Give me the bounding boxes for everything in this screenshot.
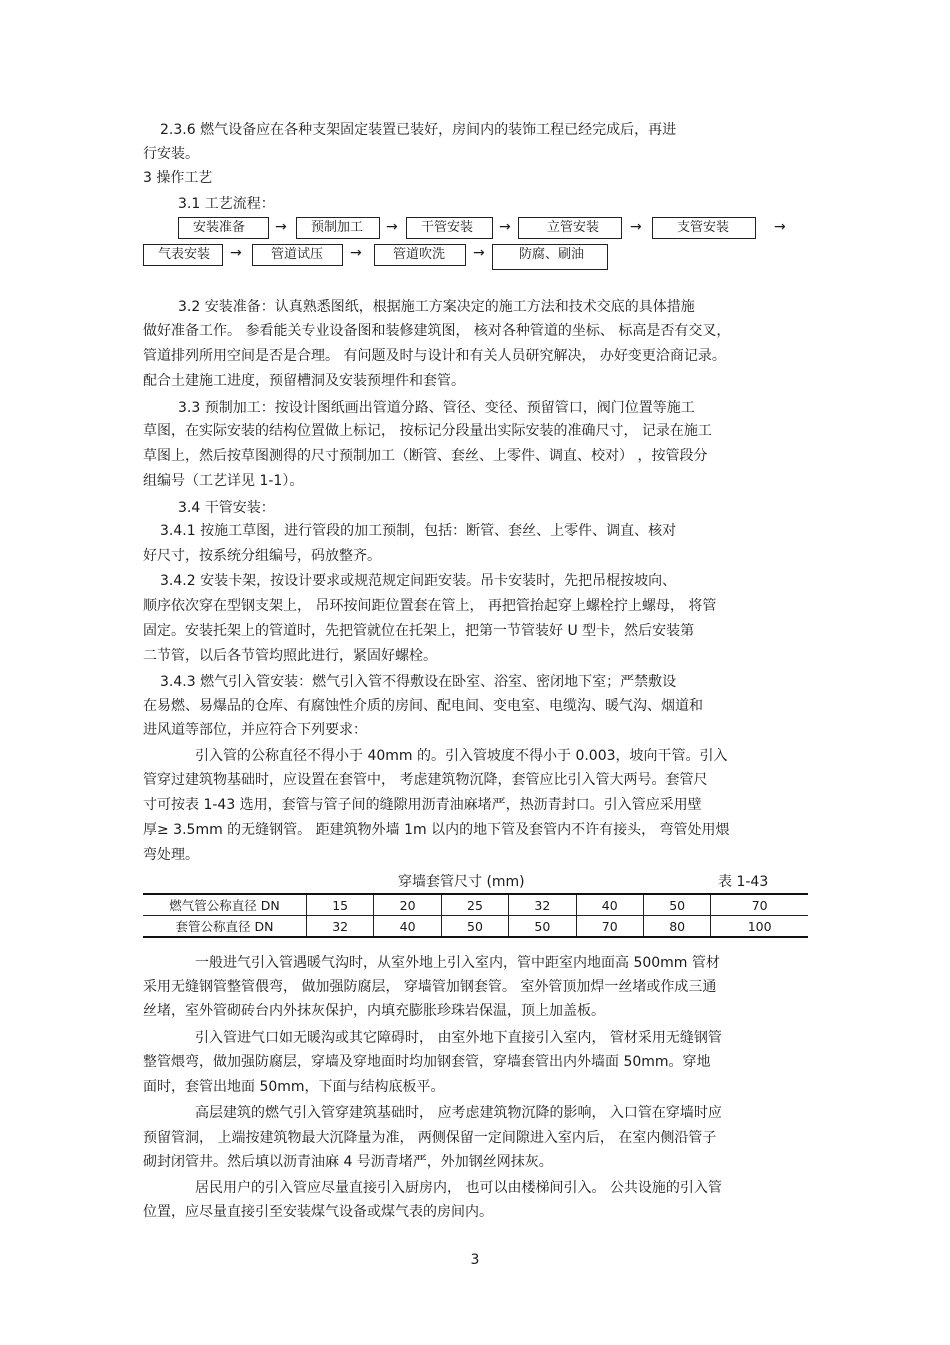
flow-step: 气表安装 bbox=[143, 244, 223, 266]
table-caption: 穿墙套管尺寸 (mm) bbox=[398, 874, 525, 890]
table-row bbox=[143, 916, 808, 938]
table-cell: 40 bbox=[374, 916, 441, 938]
paragraph-line: 居民用户的引入管应尽量直接引入厨房内， 也可以由楼梯间引入。 公共设施的引入管 bbox=[195, 1180, 722, 1196]
table-cell: 50 bbox=[509, 916, 576, 938]
paragraph-line: 整管煨弯，做加强防腐层，穿墙及穿地面时均加钢套管，穿墙套管出内外墙面 50mm。穿地 bbox=[143, 1054, 711, 1070]
paragraph-line: 丝堵，室外管砌砖台内外抹灰保护，内填充膨胀珍珠岩保温，顶上加盖板。 bbox=[143, 1003, 605, 1019]
table-cell: 70 bbox=[711, 894, 808, 916]
arrow-icon: → bbox=[774, 219, 786, 235]
table-cell: 40 bbox=[576, 894, 643, 916]
paragraph-line: 寸可按表 1-43 选用，套管与管子间的缝隙用沥青油麻堵严，热沥青封口。引入管应采用壁 bbox=[143, 797, 702, 813]
paragraph-line: 进风道等部位，并应符合下列要求： bbox=[143, 722, 367, 738]
paragraph-line: 高层建筑的燃气引入管穿建筑基础时， 应考虑建筑物沉降的影响， 入口管在穿墙时应 bbox=[195, 1105, 722, 1121]
flow-step: 安装准备 bbox=[178, 217, 269, 239]
paragraph-line: 做好准备工作。 参看能关专业设备图和装修建筑图， 核对各种管道的坐标、 标高是否有交叉， bbox=[143, 323, 731, 339]
flow-step: 管道吹洗 bbox=[374, 244, 466, 266]
arrow-icon: → bbox=[350, 245, 362, 261]
paragraph-line: 顺序依次穿在型钢支架上， 吊环按间距位置套在管上， 再把管抬起穿上螺栓拧上螺母， 将管 bbox=[143, 598, 717, 614]
flow-step: 支管安装 bbox=[652, 217, 756, 239]
paragraph-line: 面时，套管出地面 50mm，下面与结构底板平。 bbox=[143, 1079, 445, 1095]
paragraph-line: 3.4.1 按施工草图，进行管段的加工预制，包括：断管、套丝、上零件、调直、核对 bbox=[160, 523, 677, 539]
arrow-icon: → bbox=[386, 219, 398, 235]
paragraph-line: 在易燃、易爆品的仓库、有腐蚀性介质的房间、配电间、变电室、电缆沟、暖气沟、烟道和 bbox=[143, 698, 703, 714]
paragraph-line: 砌封闭管井。然后填以沥青油麻 4 号沥青堵严，外加钢丝网抹灰。 bbox=[143, 1154, 553, 1170]
paragraph-line: 预留管洞， 上端按建筑物最大沉降量为准， 两侧保留一定间隙进入室内后， 在室内侧沿管子 bbox=[143, 1130, 717, 1146]
arrow-icon: → bbox=[230, 245, 242, 261]
paragraph-line: 好尺寸，按系统分组编号，码放整齐。 bbox=[143, 548, 381, 564]
arrow-icon: → bbox=[275, 219, 287, 235]
paragraph-line: 管穿过建筑物基础时，应设置在套管中， 考虑建筑物沉降，套管应比引入管大两号。套管尺 bbox=[143, 772, 708, 788]
paragraph-line: 一般进气引入管遇暖气沟时，从室外地上引入室内，管中距室内地面高 500mm 管材 bbox=[195, 955, 720, 971]
table-cell: 25 bbox=[441, 894, 508, 916]
paragraph-line: 3.3 预制加工：按设计图纸画出管道分路、管径、变径、预留管口，阀门位置等施工 bbox=[178, 400, 695, 416]
paragraph-line: 位置，应尽量直接引至安装煤气设备或煤气表的房间内。 bbox=[143, 1204, 493, 1220]
subsection-heading: 3.1 工艺流程： bbox=[178, 196, 275, 212]
paragraph-line: 引入管的公称直径不得小于 40mm 的。引入管坡度不得小于 0.003，坡向干管。引入 bbox=[195, 748, 728, 764]
table-row-label: 套管公称直径 DN bbox=[143, 916, 307, 938]
subsection-heading: 3.4 干管安装： bbox=[178, 500, 275, 516]
paragraph-line: 3.4.3 燃气引入管安装：燃气引入管不得敷设在卧室、浴室、密闭地下室；严禁敷设 bbox=[160, 674, 677, 690]
flow-step: 干管安装 bbox=[406, 217, 493, 239]
table-number: 表 1-43 bbox=[718, 874, 769, 890]
paragraph-line: 行安装。 bbox=[143, 146, 199, 162]
paragraph-line: 草图上，然后按草图测得的尺寸预制加工（断管、套丝、上零件、调直、校对） ，按管段分 bbox=[143, 448, 708, 464]
paragraph-line: 二节管，以后各节管均照此进行，紧固好螺栓。 bbox=[143, 648, 437, 664]
table-cell: 50 bbox=[441, 916, 508, 938]
paragraph-line: 引入管进气口如无暖沟或其它障碍时， 由室外地下直接引入室内， 管材采用无缝钢管 bbox=[195, 1030, 722, 1046]
paragraph-line: 3.4.2 安装卡架，按设计要求或规范规定间距安装。吊卡安装时，先把吊棍按坡向、 bbox=[160, 573, 677, 589]
table-cell: 50 bbox=[643, 894, 710, 916]
section-heading: 3 操作工艺 bbox=[143, 170, 213, 186]
page-number: 3 bbox=[470, 1252, 480, 1268]
paragraph-line: 草图，在实际安装的结构位置做上标记， 按标记分段量出实际安装的准确尺寸， 记录在施工 bbox=[143, 423, 712, 439]
paragraph-line: 3.2 安装准备：认真熟悉图纸，根据施工方案决定的施工方法和技术交底的具体措施 bbox=[178, 299, 695, 315]
flow-step: 预制加工 bbox=[296, 217, 380, 239]
paragraph-line: 采用无缝钢管整管偎弯， 做加强防腐层， 穿墙管加钢套管。 室外管顶加焊一丝堵或作成三通 bbox=[143, 979, 717, 995]
table-cell: 32 bbox=[509, 894, 576, 916]
paragraph-line: 固定。安装托架上的管道时，先把管就位在托架上，把第一节管装好 U 型卡，然后安装第 bbox=[143, 623, 695, 639]
flow-step: 防腐、刷油 bbox=[492, 244, 608, 270]
flow-step: 管道试压 bbox=[252, 244, 343, 266]
paragraph-line: 厚≥ 3.5mm 的无缝钢管。 距建筑物外墙 1m 以内的地下管及套管内不许有接头， 弯管处用煨 bbox=[143, 822, 730, 838]
table-cell: 70 bbox=[576, 916, 643, 938]
flow-step: 立管安装 bbox=[518, 217, 622, 239]
table-row bbox=[143, 894, 808, 916]
table-row-label: 燃气管公称直径 DN bbox=[143, 894, 307, 916]
paragraph-line: 配合土建施工进度，预留槽洞及安装预埋件和套管。 bbox=[143, 373, 465, 389]
paragraph-line: 弯处理。 bbox=[143, 847, 199, 863]
arrow-icon: → bbox=[473, 245, 485, 261]
arrow-icon: → bbox=[499, 219, 511, 235]
table-cell: 32 bbox=[307, 916, 374, 938]
sleeve-size-table bbox=[143, 893, 808, 938]
paragraph-line: 组编号（工艺详见 1-1）。 bbox=[143, 473, 304, 489]
table-cell: 80 bbox=[643, 916, 710, 938]
table-cell: 15 bbox=[307, 894, 374, 916]
table-cell: 100 bbox=[711, 916, 808, 938]
paragraph-line: 2.3.6 燃气设备应在各种支架固定装置已装好，房间内的装饰工程已经完成后，再进 bbox=[160, 122, 677, 138]
paragraph-line: 管道排列所用空间是否是合理。 有问题及时与设计和有关人员研究解决， 办好变更洽商记录。 bbox=[143, 348, 726, 364]
table-cell: 20 bbox=[374, 894, 441, 916]
arrow-icon: → bbox=[630, 219, 642, 235]
